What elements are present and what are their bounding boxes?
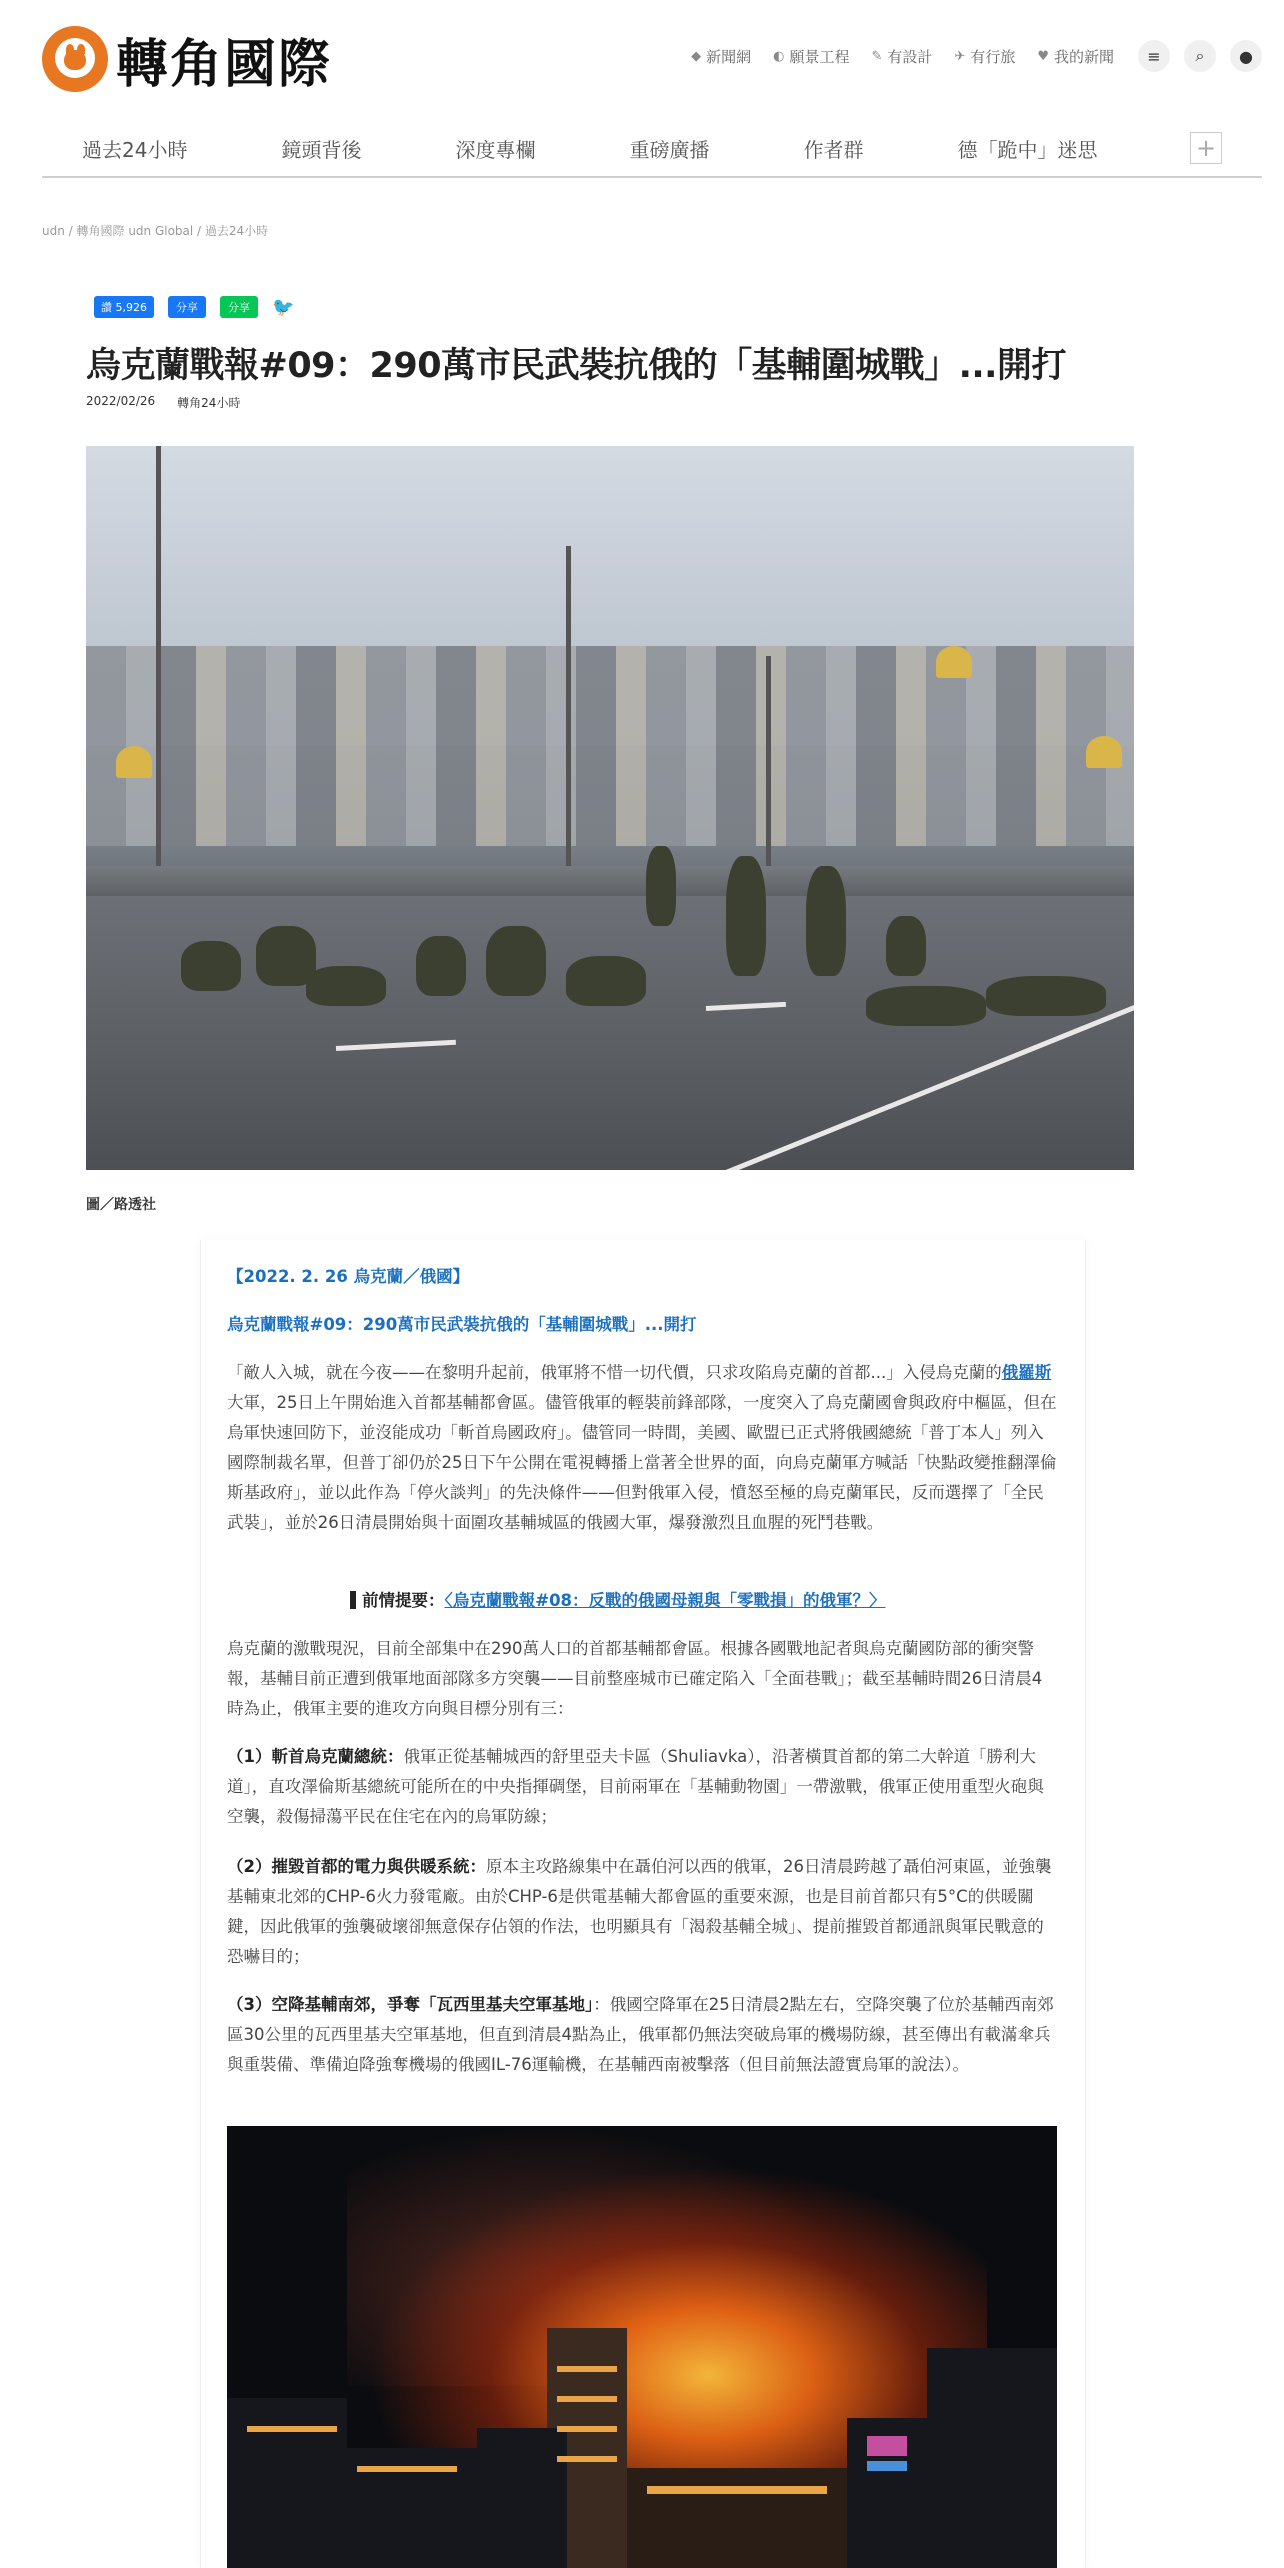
photo-kyiv-fire-night bbox=[227, 2126, 1057, 2568]
twitter-icon[interactable]: 🐦 bbox=[272, 296, 295, 318]
nav-item-authors[interactable]: 作者群 bbox=[803, 137, 864, 162]
facebook-like-button[interactable]: 讚 5,926 bbox=[94, 296, 154, 318]
nav-item-broadcast[interactable]: 重磅廣播 bbox=[629, 137, 710, 162]
top-link-vision[interactable]: ◐ 願景工程 bbox=[773, 48, 850, 66]
top-link-travel[interactable]: ✈ 有行旅 bbox=[954, 48, 1016, 66]
breadcrumb[interactable]: udn / 轉角國際 udn Global / 過去24小時 bbox=[42, 224, 269, 238]
top-link-my-news[interactable]: ♥ 我的新聞 bbox=[1037, 48, 1114, 66]
point-3: （3）空降基輔南郊，爭奪「瓦西里基夫空軍基地」：俄國空降軍在25日清晨2點左右，空降突襲了位於基輔西南郊區30公里的瓦西里基夫空軍基地，但直到清晨4點為止，俄軍都仍無法突破烏軍的機場防線，甚至傳出有載滿傘兵與重裝備、準備迫降強奪機場的俄國IL-76運輸機，在基輔西南被擊落（但目前無法證實烏軍的說法）。 bbox=[227, 1995, 1054, 2074]
hero-photo-soldiers-kyiv bbox=[86, 446, 1134, 1170]
hero-caption: 圖／路透社 bbox=[86, 1197, 156, 1213]
previous-report-link[interactable]: 〈烏克蘭戰報#08：反戰的俄國母親與「零戰損」的俄軍？〉 bbox=[444, 1591, 886, 1610]
site-logo[interactable] bbox=[42, 24, 332, 94]
article-title: 烏克蘭戰報#09：290萬市民武裝抗俄的「基輔圍城戰」...開打 bbox=[86, 346, 1066, 386]
nav-item-behind-lens[interactable]: 鏡頭背後 bbox=[281, 137, 362, 162]
menu-icon[interactable]: ≡ bbox=[1138, 40, 1170, 72]
article-section[interactable]: 轉角24小時 bbox=[177, 396, 241, 410]
nav-item-germany[interactable]: 德「跪中」迷思 bbox=[957, 137, 1098, 162]
travel-icon: ✈ bbox=[954, 49, 966, 64]
nav-item-24h[interactable]: 過去24小時 bbox=[82, 137, 188, 162]
logo-mascot-icon bbox=[42, 26, 108, 92]
share-row bbox=[94, 296, 294, 318]
point-2: （2）摧毀首都的電力與供暖系統：原本主攻路線集中在聶伯河以西的俄軍，26日清晨跨越了聶伯河東區，並強襲基輔東北郊的CHP-6火力發電廠。由於CHP-6是供電基輔大都會區的重要來源，也是目前首都只有5°C的供暖關鍵，因此俄軍的強襲破壞卻無意保存佔領的作法，也明顯具有「渴殺基輔全城」、提前摧毀首都通訊與軍民戰意的恐嚇目的； bbox=[227, 1857, 1052, 1966]
article-dateline: 【2022. 2. 26 烏克蘭／俄國】 bbox=[227, 1267, 470, 1286]
previous-report: 前情提要：〈烏克蘭戰報#08：反戰的俄國母親與「零戰損」的俄軍？〉 bbox=[350, 1587, 886, 1611]
article-meta bbox=[86, 394, 240, 411]
facebook-share-button[interactable]: 分享 bbox=[168, 296, 206, 318]
paragraph-1: 「敵人入城，就在今夜——在黎明升起前，俄軍將不惜一切代價，只求攻陷烏克蘭的首都...」入侵烏克蘭的俄羅斯大軍，25日上午開始進入首都基輔都會區。儘管俄軍的輕裝前鋒部隊，一度突入了烏克蘭國會與政府中樞區，但在烏軍快速回防下，並沒能成功「斬首烏國政府」。儘管同一時間，美國、歐盟已正式將俄國總統「普丁本人」列入國際制裁名單，但普丁卻仍於25日下午公開在電視轉播上當著全世界的面，向烏克蘭軍方喊話「快點政變推翻澤倫斯基政府」，並以此作為「停火談判」的先決條件——但對俄軍入侵，憤怒至極的烏克蘭軍民，反而選擇了「全民武裝」，並於26日清晨開始與十面圍攻基輔城區的俄國大軍，爆發激烈且血腥的死鬥巷戰。 bbox=[227, 1363, 1057, 1532]
logo-text: 轉角國際 bbox=[116, 33, 333, 95]
top-link-design[interactable]: ✎ 有設計 bbox=[871, 48, 933, 66]
line-share-button[interactable]: 分享 bbox=[220, 296, 258, 318]
article-subtitle: 烏克蘭戰報#09：290萬市民武裝抗俄的「基輔圍城戰」...開打 bbox=[227, 1315, 697, 1334]
paragraph-2: 烏克蘭的激戰現況，目前全部集中在290萬人口的首都基輔都會區。根據各國戰地記者與烏克蘭國防部的衝突警報，基輔目前正遭到俄軍地面部隊多方突襲——目前整座城市已確定陷入「全面巷戰」；截至基輔時間26日清晨4時為止，俄軍主要的進攻方向與目標分別有三： bbox=[227, 1639, 1043, 1718]
scene-icon: ◐ bbox=[773, 49, 785, 64]
heart-icon: ♥ bbox=[1037, 49, 1049, 64]
nav-plus-button[interactable]: + bbox=[1190, 132, 1222, 164]
design-icon: ✎ bbox=[871, 49, 883, 64]
point-1: （1）斬首烏克蘭總統：俄軍正從基輔城西的舒里亞夫卡區（Shuliavka），沿著橫貫首都的第二大幹道「勝利大道」，直攻澤倫斯基總統可能所在的中央指揮碉堡，目前兩軍在「基輔動物園」一帶激戰，俄軍正使用重型火砲與空襲，殺傷掃蕩平民在住宅在內的烏軍防線； bbox=[227, 1747, 1044, 1826]
top-links bbox=[691, 46, 1114, 67]
article-date: 2022/02/26 bbox=[86, 394, 156, 408]
russia-tag-link[interactable]: 俄羅斯 bbox=[1001, 1363, 1052, 1382]
news-icon: ◆ bbox=[691, 49, 702, 64]
main-nav bbox=[42, 120, 1262, 178]
header-buttons bbox=[1138, 40, 1262, 72]
search-icon[interactable]: ⌕ bbox=[1184, 40, 1216, 72]
nav-item-column[interactable]: 深度專欄 bbox=[455, 137, 536, 162]
top-link-news[interactable]: ◆ 新聞網 bbox=[691, 48, 752, 66]
user-icon[interactable]: ● bbox=[1230, 40, 1262, 72]
